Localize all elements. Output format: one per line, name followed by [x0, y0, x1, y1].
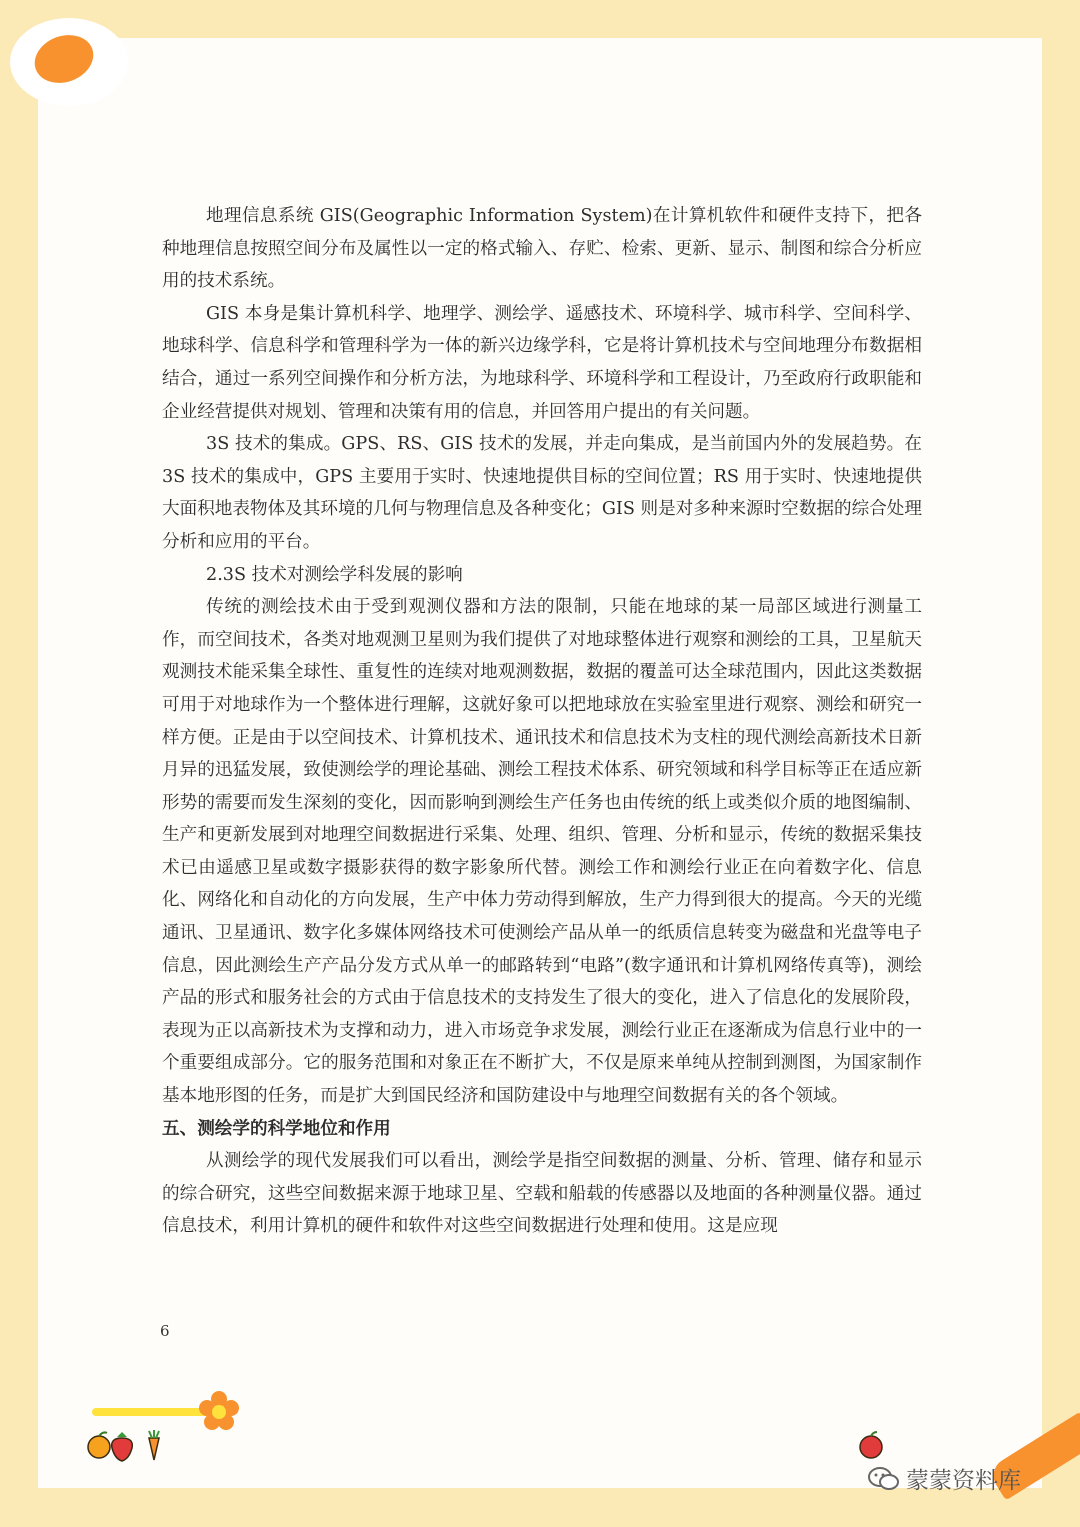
section-heading: 五、测绘学的科学地位和作用 [162, 1118, 391, 1139]
orange-icon [88, 1432, 110, 1458]
watermark-text: 蒙蒙资料库 [906, 1468, 1021, 1494]
paragraph-3s-integration: 3S 技术的集成。GPS、RS、GIS 技术的发展，并走向集成，是当前国内外的发展趋势。在 3S 技术的集成中，GPS 主要用于实时、快速地提供目标的空间位置；RS 用于实时、快速地提供大面积地表物体及其环境的几何与物理信息及各种变化；GIS 则是对多种来源时空数据的综合处理分析和应用的平台。 [162, 434, 922, 552]
document-body [162, 200, 922, 1243]
apple-icon [856, 1430, 886, 1460]
watermark [868, 1462, 1021, 1495]
strawberry-icon [112, 1432, 133, 1461]
paragraph-3s-impact: 传统的测绘技术由于受到观测仪器和方法的限制，只能在地球的某一局部区域进行测量工作，而空间技术，各类对地观测卫星则为我们提供了对地球整体进行观察和测绘的工具，卫星航天观测技术能采集全球性、重复性的连续对地观测数据，数据的覆盖可达全球范围内，因此这类数据可用于对地球作为一个整体进行理解，这就好象可以把地球放在实验室里进行观察、测绘和研究一样方便。正是由于以空间技术、计算机技术、通讯技术和信息技术为支柱的现代测绘高新技术日新月异的迅猛发展，致使测绘学的理论基础、测绘工程技术体系、研究领域和科学目标等正在适应新形势的需要而发生深刻的变化，因而影响到测绘生产任务也由传统的纸上或类似介质的地图编制、生产和更新发展到对地理空间数据进行采集、处理、组织、管理、分析和显示，传统的数据采集技术已由遥感卫星或数字摄影获得的数字影象所代替。测绘工作和测绘行业正在向着数字化、信息化、网络化和自动化的方向发展，生产中体力劳动得到解放，生产力得到很大的提高。今天的光缆通讯、卫星通讯、数字化多媒体网络技术可使测绘产品从单一的纸质信息转变为磁盘和光盘等电子信息，因此测绘生产产品分发方式从单一的邮路转到“电路”(数字通讯和计算机网络传真等)，测绘产品的形式和服务社会的方式由于信息技术的支持发生了很大的变化，进入了信息化的发展阶段，表现为正以高新技术为支撑和动力，进入市场竞争求发展，测绘行业正在逐渐成为信息行业中的一个重要组成部分。它的服务范围和对象正在不断扩大，不仅是原来单纯从控制到测图，为国家制作基本地形图的任务，而是扩大到国民经济和国防建设中与地理空间数据有关的各个领域。 [162, 597, 922, 1107]
fruit-decorations [86, 1428, 176, 1462]
subsection-heading: 2.3S 技术对测绘学科发展的影响 [206, 564, 463, 585]
paragraph-gis-definition: 地理信息系统 GIS(Geographic Information System)在计算机软件和硬件支持下，把各种地理信息按照空间分布及属性以一定的格式输入、存贮、检索、更新、显示、制图和综合分析应用的技术系统。 [162, 206, 922, 292]
wechat-icon [868, 1466, 900, 1492]
yellow-bar-decoration [92, 1408, 210, 1416]
paragraph-science-status: 从测绘学的现代发展我们可以看出，测绘学是指空间数据的测量、分析、管理、储存和显示的综合研究，这些空间数据来源于地球卫星、空载和船载的传感器以及地面的各种测量仪器。通过信息技术，利用计算机的硬件和软件对这些空间数据进行处理和使用。这是应现 [162, 1151, 922, 1237]
page-number: 6 [160, 1322, 170, 1340]
paragraph-gis-discipline: GIS 本身是集计算机科学、地理学、测绘学、遥感技术、环境科学、城市科学、空间科学、地球科学、信息科学和管理科学为一体的新兴边缘学科，它是将计算机技术与空间地理分布数据相结合，通过一系列空间操作和分析方法，为地球科学、环境科学和工程设计，乃至政府行政职能和企业经营提供对规划、管理和决策有用的信息，并回答用户提出的有关问题。 [162, 303, 922, 422]
flower-icon [198, 1390, 240, 1432]
carrot-icon [149, 1430, 159, 1460]
